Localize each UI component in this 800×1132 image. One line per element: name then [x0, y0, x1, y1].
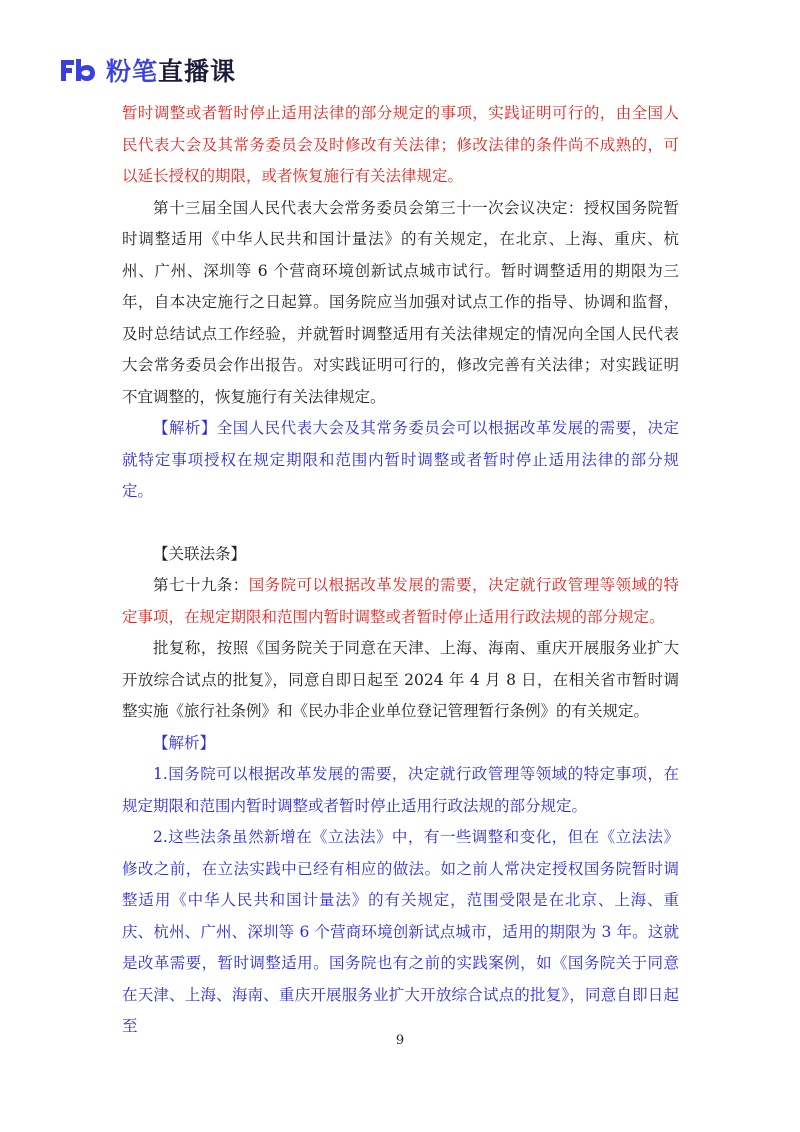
text-segment: 第七十九条： [153, 576, 249, 594]
logo-rest: 直播课 [158, 57, 237, 86]
text-segment: 第十三届全国人民代表大会常务委员会第三十一次会议决定：授权国务院暂时调整适用《中华人民共和国计量法》的有关规定，在北京、上海、重庆、杭州、广州、深圳等 6 个营商环境创新试点城市试行。暂时调整适用的期限为三年，自本决定施行之日起算。国务院应当加强对试点工作的指导、协调和监督，及时总结试点工作经验，并就暂时调整适用有关法律规定的情况向全国人民代表大会常务委员会作出报告。对实践证明可行的，修改完善有关法律；对实践证明不宜调整的，恢复施行有关法律规定。 [122, 198, 679, 406]
document-body [122, 98, 679, 1043]
text-segment: 暂时调整或者暂时停止适用法律的部分规定的事项，实践证明可行的，由全国人民代表大会及其常务委员会及时修改有关法律；修改法律的条件尚不成熟的，可以延长授权的期限，或者恢复施行有关法律规定。 [122, 104, 679, 185]
paragraph [122, 728, 679, 760]
page-number: 9 [395, 1033, 405, 1048]
paragraph-gap [122, 508, 679, 539]
fb-logo-icon [58, 55, 98, 85]
paragraph [122, 633, 679, 728]
brand-logo [58, 52, 236, 88]
paragraph [122, 193, 679, 414]
text-segment: 批复称，按照《国务院关于同意在天津、上海、海南、重庆开展服务业扩大开放综合试点的批复》，同意自即日起至 2024 年 4 月 8 日，在相关省市暂时调整实施《旅行社条例》和《民办非企业单位登记管理暂行条例》的有关规定。 [122, 639, 679, 720]
text-segment: 【解析】 [153, 733, 216, 752]
text-segment: 【解析】全国人民代表大会及其常务委员会可以根据改革发展的需要，决定就特定事项授权在规定期限和范围内暂时调整或者暂时停止适用法律的部分规定。 [122, 419, 679, 500]
paragraph [122, 413, 679, 508]
paragraph [122, 759, 679, 822]
text-segment: 【关联法条】 [153, 544, 247, 563]
text-segment: 1.国务院可以根据改革发展的需要，决定就行政管理等领域的特定事项，在规定期限和范围内暂时调整或者暂时停止适用行政法规的部分规定。 [122, 765, 679, 815]
text-segment: 2.这些法条虽然新增在《立法法》中，有一些调整和变化，但在《立法法》修改之前，在立法实践中已经有相应的做法。如之前人常决定授权国务院暂时调整适用《中华人民共和国计量法》的有关规定，范围受限是在北京、上海、重庆、杭州、广州、深圳等 6 个营商环境创新试点城市，适用的期限为 3 年。这就是改革需要，暂时调整适用。国务院也有之前的实践案例，如《国务院关于同意在天津、上海、海南、重庆开展服务业扩大开放综合试点的批复》，同意自即日起至 [122, 828, 679, 1035]
text-segment: 国务院可以根据改革发展的需要，决定就行政管理等领域的特定事项，在规定期限和范围内暂时调整或者暂时停止适用行政法规的部分规定。 [122, 576, 679, 626]
paragraph [122, 570, 679, 633]
paragraph [122, 539, 679, 571]
paragraph [122, 98, 679, 193]
paragraph [122, 822, 679, 1043]
logo-brand: 粉笔 [106, 57, 159, 86]
logo-text [106, 52, 236, 88]
